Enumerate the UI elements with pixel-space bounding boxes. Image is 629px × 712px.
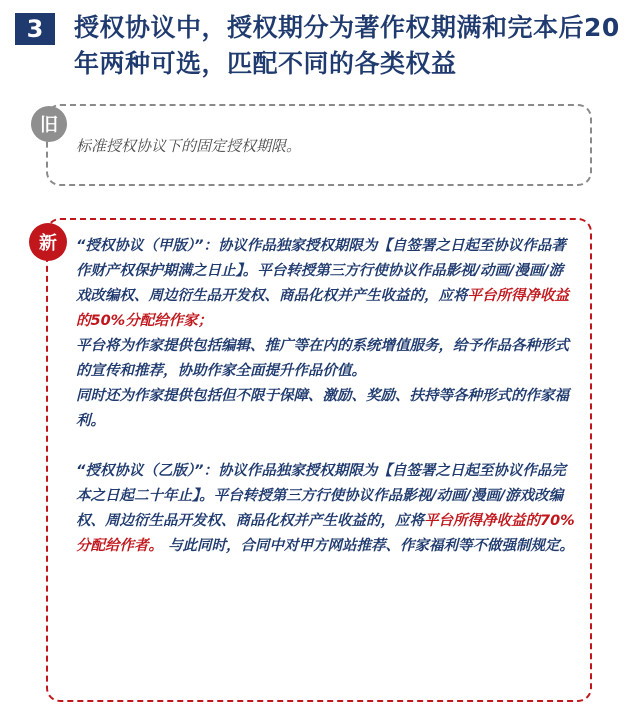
new-policy-content <box>76 234 576 559</box>
version-a-paragraph <box>76 234 576 334</box>
version-a-lead: “授权协议（甲版）”： <box>76 238 218 254</box>
version-b-tail: 与此同时，合同中对甲方网站推荐、作家福利等不做强制规定。 <box>168 538 575 554</box>
version-b-body: 协议作品独家授权期限为【自签署之日起至协议作品完本之日起二十年止】。平台转授第三方行使协议作品影视/动画/漫画/游戏改编权、周边衍生品开发权、商品化权并产生收益的，应将 <box>76 463 566 529</box>
version-a-highlight: 平台所得净收益的50%分配给作家； <box>76 288 569 329</box>
version-b-highlight: 平台所得净收益的70%分配给作者。 <box>76 513 575 554</box>
paragraph-gap <box>76 434 576 459</box>
section-title: 授权协议中，授权期分为著作权期满和完本后20年两种可选，匹配不同的各类权益 <box>74 13 620 78</box>
section-header <box>15 10 619 80</box>
version-a-welfare: 同时还为作家提供包括但不限于保障、激励、奖励、扶持等各种形式的作家福利。 <box>76 388 569 429</box>
old-policy-text: 标准授权协议下的固定授权期限。 <box>76 137 302 155</box>
version-b-paragraph <box>76 459 576 559</box>
new-badge: 新 <box>29 223 67 261</box>
version-a-body: 协议作品独家授权期限为【自签署之日起至协议作品著作财产权保护期满之日止】。平台转授第三方行使协议作品影视/动画/漫画/游戏改编权、周边衍生品开发权、商品化权并产生收益的，应将 <box>76 238 566 304</box>
version-a-services: 平台将为作家提供包括编辑、推广等在内的系统增值服务，给予作品各种形式的宣传和推荐，协助作家全面提升作品价值。 <box>76 338 569 379</box>
version-b-lead: “授权协议（乙版）”： <box>76 463 218 479</box>
section-number-badge: 3 <box>15 13 55 45</box>
old-badge: 旧 <box>31 106 67 142</box>
